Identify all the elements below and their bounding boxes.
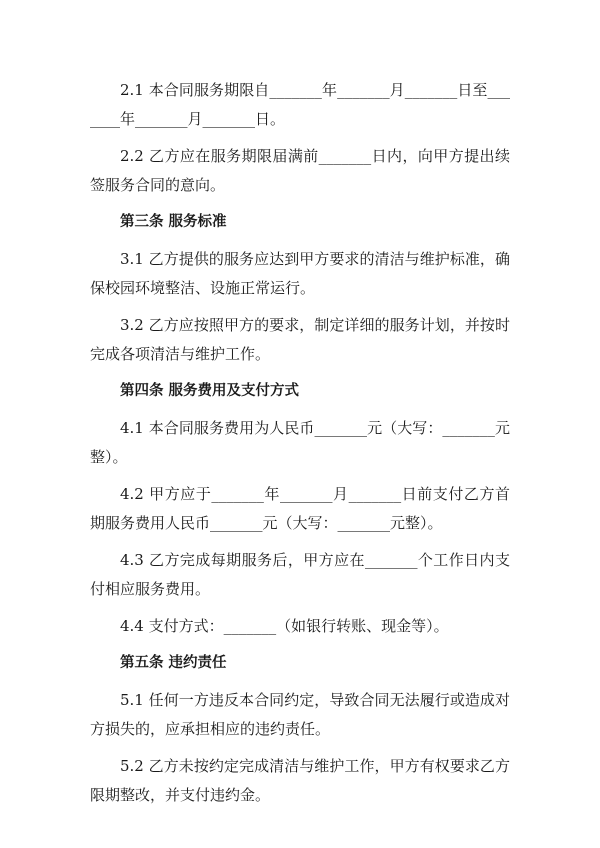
clause-4-3: 4.3 乙方完成每期服务后，甲方应在_______个工作日内支付相应服务费用。: [90, 551, 510, 598]
clause-4-4: 4.4 支付方式：_______（如银行转账、现金等）。: [120, 617, 449, 635]
clause-2-2: 2.2 乙方应在服务期限届满前_______日内，向甲方提出续签服务合同的意向。: [90, 147, 510, 194]
clause-3-1: 3.1 乙方提供的服务应达到甲方要求的清洁与维护标准，确保校园环境整洁、设施正常运行。: [90, 250, 510, 297]
article-4-heading: 第四条 服务费用及支付方式: [120, 383, 300, 399]
clause-4-2: 4.2 甲方应于_______年_______月_______日前支付乙方首期服务费用人民币_______元（大写：_______元整）。: [90, 485, 510, 532]
clause-5-1: 5.1 任何一方违反本合同约定，导致合同无法履行或造成对方损失的，应承担相应的违约责任。: [90, 691, 510, 738]
clause-4-1: 4.1 本合同服务费用为人民币_______元（大写：_______元整）。: [90, 419, 510, 466]
clause-3-2: 3.2 乙方应按照甲方的要求，制定详细的服务计划，并按时完成各项清洁与维护工作。: [90, 316, 510, 363]
clause-2-1: 2.1 本合同服务期限自_______年_______月_______日至_______年_______月_______日。: [90, 81, 510, 128]
article-5-heading: 第五条 违约责任: [120, 655, 227, 671]
article-3-heading: 第三条 服务标准: [120, 214, 227, 230]
clause-5-2: 5.2 乙方未按约定完成清洁与维护工作，甲方有权要求乙方限期整改，并支付违约金。: [90, 757, 510, 804]
